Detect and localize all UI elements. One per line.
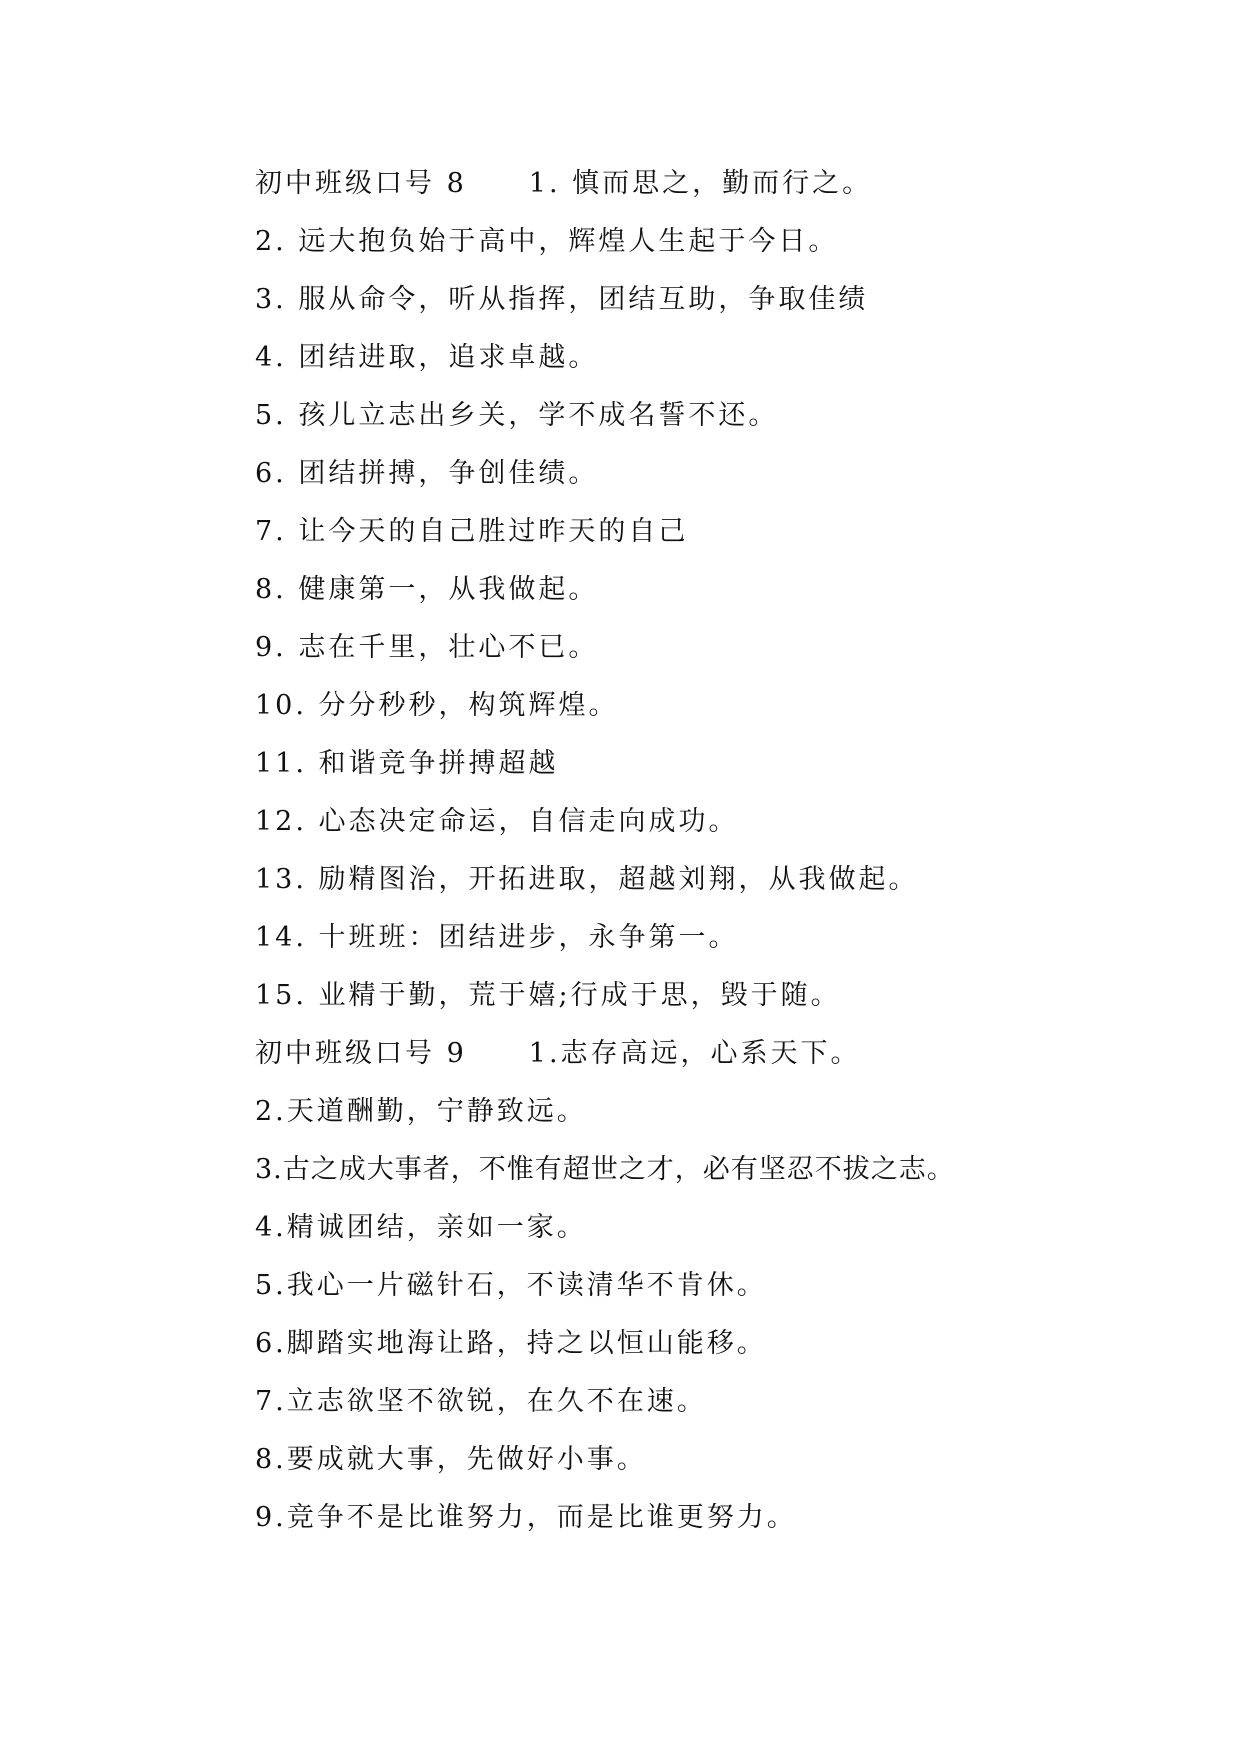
slogan-9-7: 7.立志欲坚不欲锐，在久不在速。 [255,1386,707,1417]
slogan-8-1: 1. 慎而思之，勤而行之。 [528,168,873,199]
slogan-8-15: 15. 业精于勤，荒于嬉;行成于思，毁于随。 [255,980,841,1011]
slogan-9-8: 8.要成就大事，先做好小事。 [255,1444,647,1475]
section-heading-9 [255,1025,1155,1083]
slogan-8-3: 3. 服从命令，听从指挥，团结互助，争取佳绩 [255,284,869,315]
section-title-8: 初中班级口号 8 [255,168,467,199]
slogan-8-11: 11. 和谐竞争拼搏超越 [255,748,559,779]
slogan-8-12: 12. 心态决定命运，自信走向成功。 [255,806,739,837]
slogan-8-6: 6. 团结拼搏，争创佳绩。 [255,458,599,489]
slogan-8-10: 10. 分分秒秒，构筑辉煌。 [255,690,619,721]
slogan-8-9: 9. 志在千里，壮心不已。 [255,632,599,663]
slogan-9-3: 3.古之成大事者，不惟有超世之才，必有坚忍不拔之志。 [255,1154,955,1185]
slogan-9-9: 9.竞争不是比谁努力，而是比谁更努力。 [255,1502,797,1533]
slogan-8-2: 2. 远大抱负始于高中，辉煌人生起于今日。 [255,226,839,257]
slogan-8-8: 8. 健康第一，从我做起。 [255,574,599,605]
slogan-8-7: 7. 让今天的自己胜过昨天的自己 [255,516,689,547]
document-body [255,155,1155,1547]
slogan-8-13: 13. 励精图治，开拓进取，超越刘翔，从我做起。 [255,864,919,895]
slogan-9-5: 5.我心一片磁针石，不读清华不肯休。 [255,1270,767,1301]
slogan-8-14: 14. 十班班：团结进步，永争第一。 [255,922,739,953]
slogan-9-1: 1.志存高远，心系天下。 [528,1038,861,1069]
slogan-9-4: 4.精诚团结，亲如一家。 [255,1212,587,1243]
slogan-9-6: 6.脚踏实地海让路，持之以恒山能移。 [255,1328,767,1359]
slogan-8-4: 4. 团结进取，追求卓越。 [255,342,599,373]
slogan-9-2: 2.天道酬勤，宁静致远。 [255,1096,587,1127]
slogan-8-5: 5. 孩儿立志出乡关，学不成名誓不还。 [255,400,779,431]
section-heading-8 [255,155,1155,213]
section-title-9: 初中班级口号 9 [255,1038,467,1069]
